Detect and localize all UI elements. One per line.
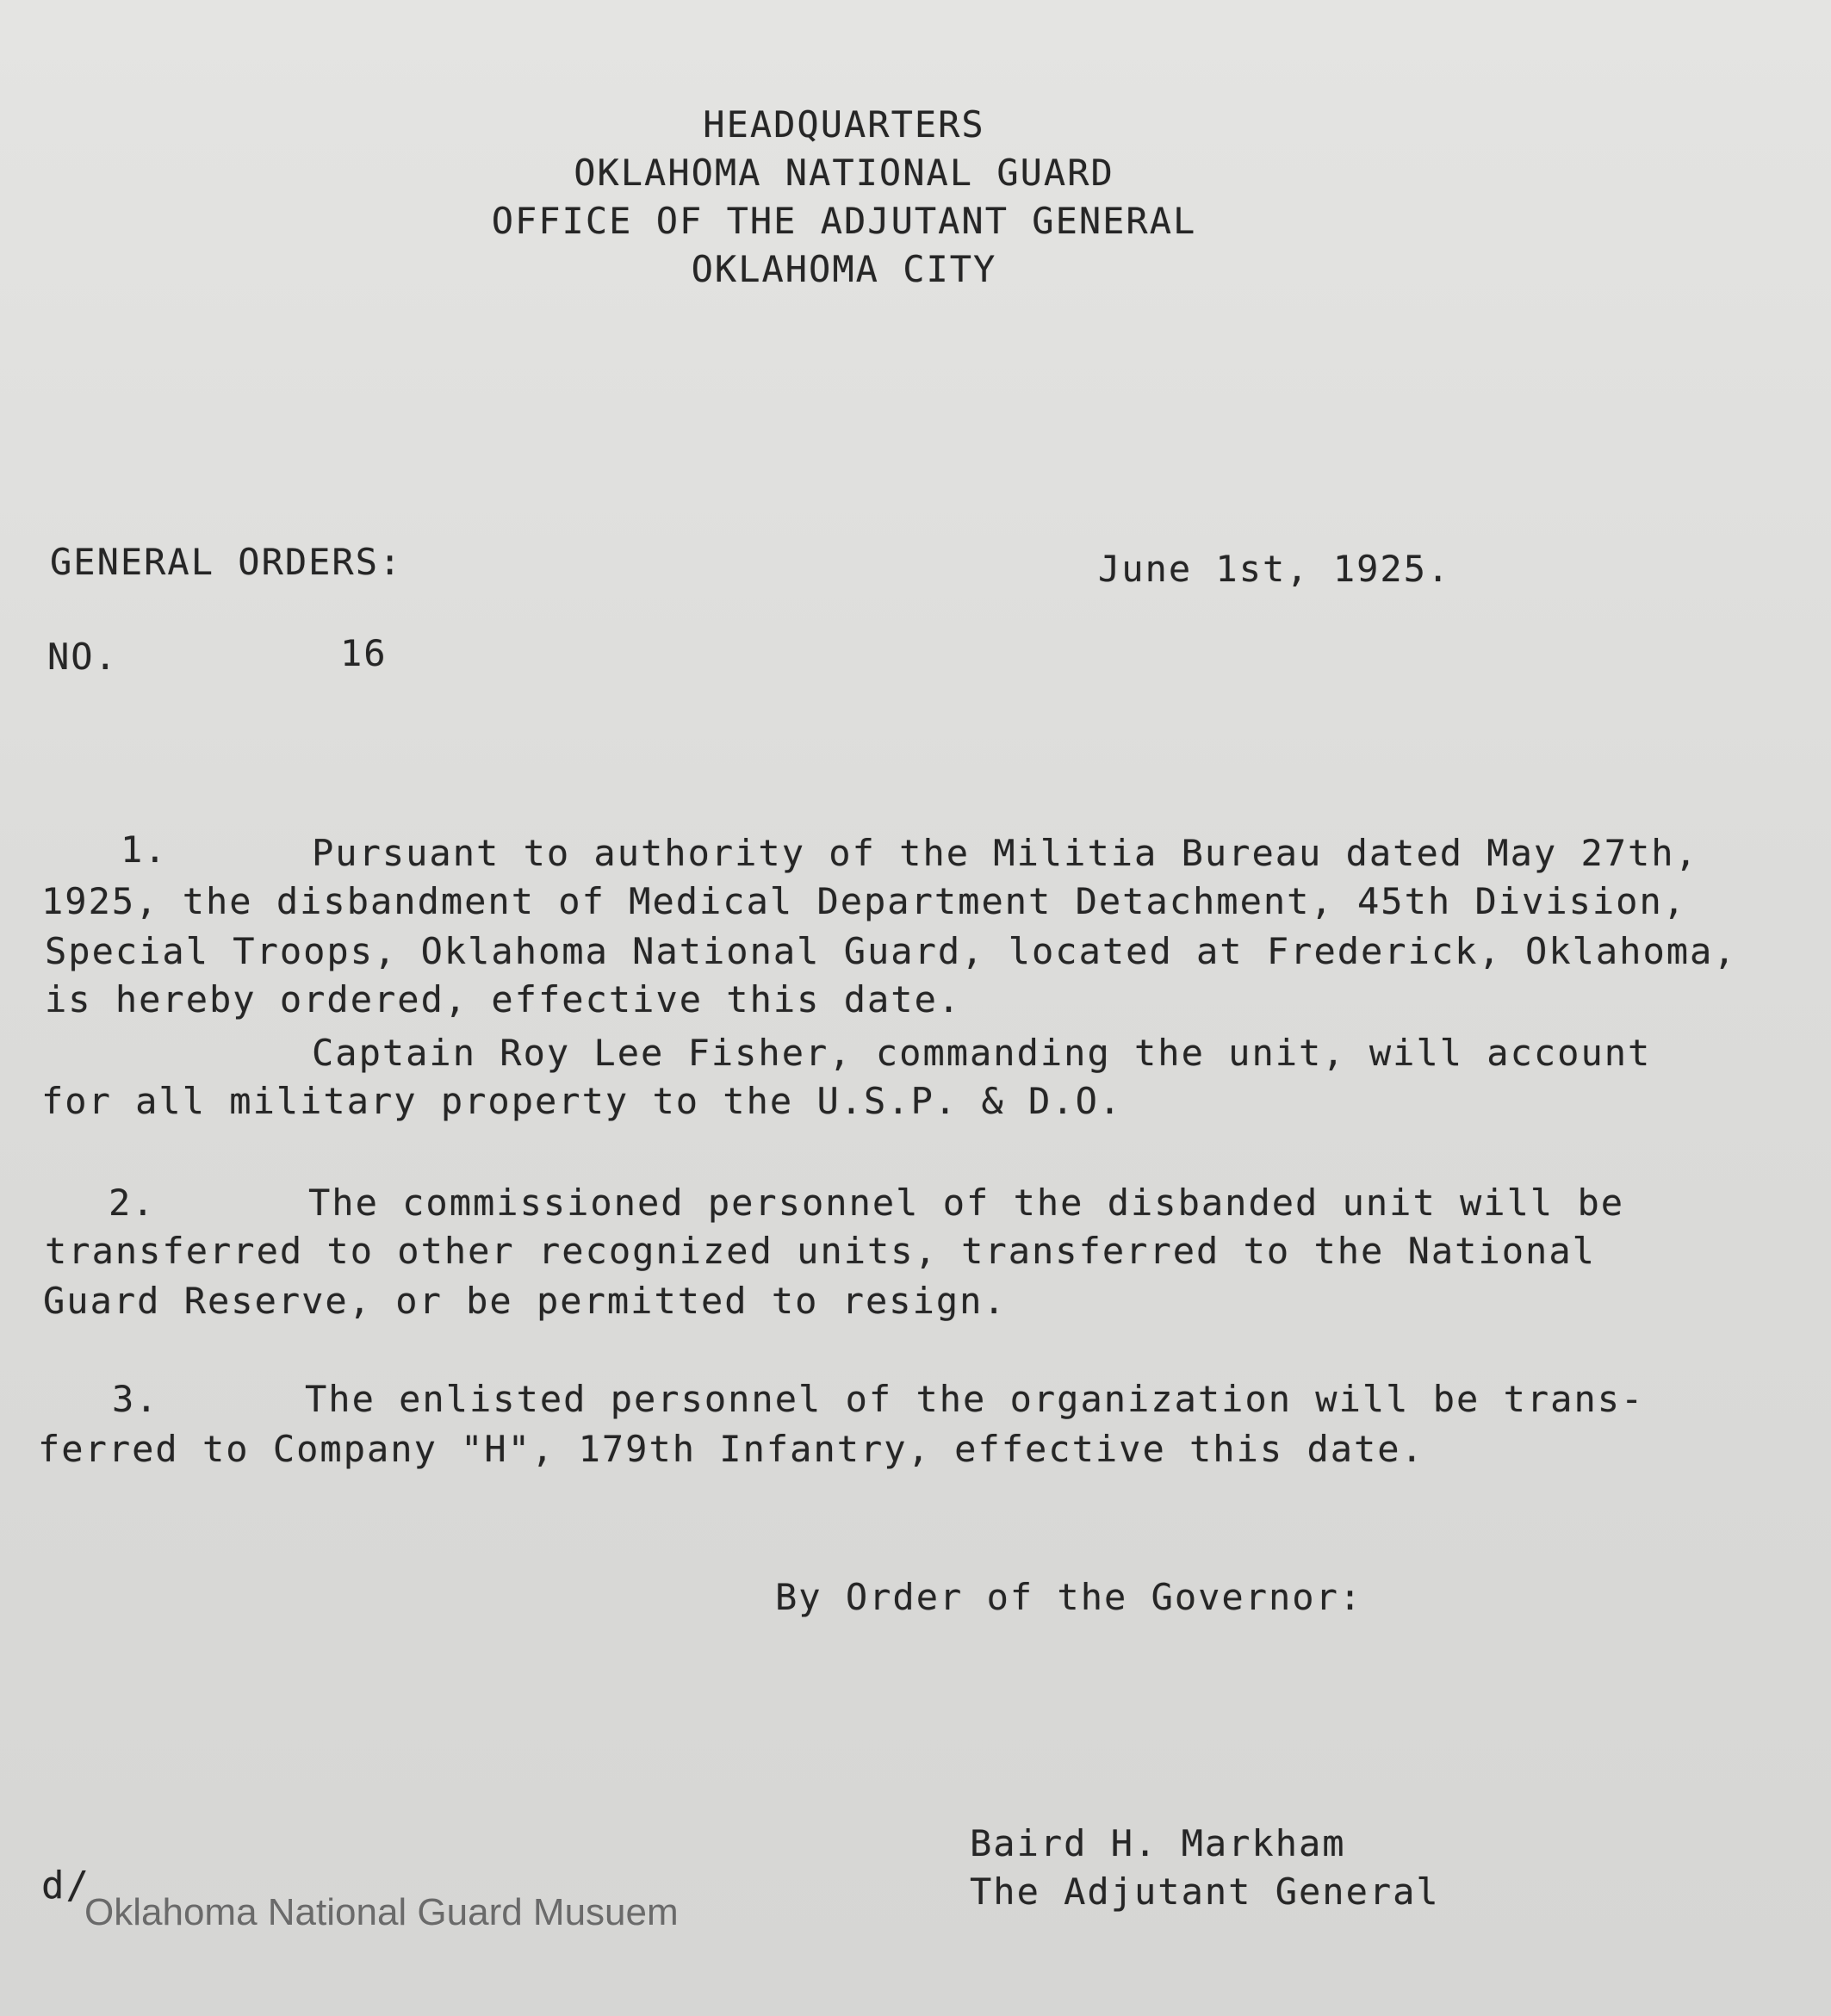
paragraph-3-number: 3.: [112, 1378, 159, 1420]
header-organization: OKLAHOMA NATIONAL GUARD: [574, 152, 1114, 194]
paragraph-1-line: is hereby ordered, effective this date.: [45, 978, 962, 1020]
paragraph-1-line: Captain Roy Lee Fisher, commanding the unit, will account: [312, 1032, 1652, 1074]
paragraph-1-line: Special Troops, Oklahoma National Guard, located at Frederick, Oklahoma,: [45, 930, 1737, 972]
order-number-label: NO.: [47, 636, 118, 678]
order-date: June 1st, 1925.: [1098, 548, 1451, 590]
header-headquarters: HEADQUARTERS: [703, 103, 985, 146]
signer-title: The Adjutant General: [970, 1870, 1440, 1913]
paragraph-2-line: The commissioned personnel of the disbanded unit will be: [308, 1182, 1625, 1224]
typist-initials: d/: [41, 1864, 90, 1907]
paragraph-1-line: for all military property to the U.S.P. & D.O.: [41, 1080, 1123, 1122]
paragraph-1-number: 1.: [121, 828, 168, 871]
header-office: OFFICE OF THE ADJUTANT GENERAL: [491, 200, 1197, 242]
paragraph-2-line: transferred to other recognized units, transferred to the National: [45, 1230, 1596, 1272]
header-city: OKLAHOMA CITY: [691, 248, 997, 290]
paragraph-3-line: The enlisted personnel of the organization will be trans-: [305, 1378, 1645, 1420]
paragraph-3-line: ferred to Company "H", 179th Infantry, effective this date.: [38, 1428, 1424, 1470]
general-orders-label: GENERAL ORDERS:: [50, 541, 403, 583]
signer-name: Baird H. Markham: [970, 1822, 1346, 1864]
paragraph-1-line: Pursuant to authority of the Militia Bureau dated May 27th,: [312, 832, 1698, 874]
paragraph-2-line: Guard Reserve, or be permitted to resign.: [43, 1280, 1007, 1322]
museum-watermark: Oklahoma National Guard Musuem: [84, 1891, 679, 1933]
by-order-line: By Order of the Governor:: [775, 1576, 1363, 1618]
paragraph-1-line: 1925, the disbandment of Medical Department Detachment, 45th Division,: [41, 880, 1687, 922]
order-number: 16: [340, 632, 388, 674]
paragraph-2-number: 2.: [109, 1182, 156, 1224]
